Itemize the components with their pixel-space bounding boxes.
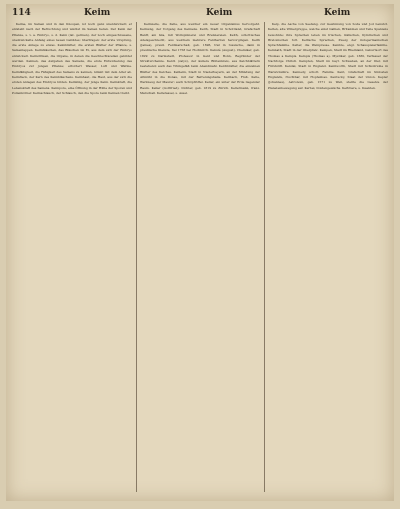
column-divider <box>136 22 137 492</box>
column-text: Keimzelle, die Zelle, aus welcher ein neuer Organismus hervorgeht. Keimung, der Vorgang des Keimens. Keith, Stadt in Schottland, Grafschaft Banff, am Isla, mit Wollspinnerei und Brennereien. Keith, schottisches Adelsgeschlecht, aus welchem mehrere Feldherren hervorgingen. Keith (James), preuß. Feldmarschall, geb. 1696, trat in russische, dann in preußische Dienste, fiel 1758 bei Hochkirch. Kekulé (August), Chemiker, geb. 1829 zu Darmstadt, Professor in Gent und Bonn, Begründer der Strukturchemie. Kelch (calyx), der äußere Blütenkreis, aus Kelchblättern bestehend; auch das Trinkgefäß beim Abendmahl. Kelchblätter, die einzelnen Blätter des Kelches. Kelheim, Stadt in Niederbayern, an der Mündung der Altmühl in die Donau, mit der Befreiungshalle. Kellbach, Fluß. Kelle, Werkzeug der Maurer; auch Schöpflöffel. Keller, ein unter der Erde liegender Raum. Keller (Gottfried), Dichter, geb. 1819 zu Zürich. Kellermann, franz. Marschall. Kellerassel, s. Assel. <box>140 22 260 95</box>
text-column-middle <box>140 22 260 492</box>
running-headword-center: Keim <box>206 8 233 18</box>
running-headword-left: Keim <box>84 8 111 18</box>
column-divider <box>264 22 265 492</box>
dictionary-page <box>6 4 394 501</box>
page-number: 114 <box>12 8 31 18</box>
text-column-right <box>268 22 388 492</box>
column-text: Keime, im Samen und in den Knospen, ist noch ganz unentwickelt; er entsteht nach der Befruchtung und wächst im Samen heran. Der Keim der Pflanze, s. v. a. Embryo, s. d. Keim (lat. germen), der noch eingeschlossene, unentwickelte Anfang eines neuen Gebildes; übertragen: der erste Ursprung, die erste Anlage zu etwas. Keimblätter, die ersten Blätter der Pflanze, s. Samenlappen. Keimbläschen, das Bläschen im Ei, aus dem sich der Embryo entwickelt. Keimdrüsen, die Organe, in denen die Geschlechtszellen gebildet werden. Keimen, das Aufgehen des Samens, die erste Entwickelung des Embryos zur jungen Pflanze; erfordert Wasser, Luft und Wärme. Keimfähigkeit, die Fähigkeit des Samens zu keimen, nimmt mit dem Alter ab. Keimfleck, der Kern des Keimbläschens. Keimhaut, die Haut, aus der sich die ersten Anlagen des Embryos bilden. Keimling, der junge Keim. Keimkraft, die Lebenskraft des Samens. Keimpore, eine Öffnung in der Hülle der Sporen und Pollenkörner. Keimschlauch, der Schlauch, den die Spore beim Keimen treibt. <box>12 22 132 95</box>
column-text: Kelp, die Asche von Seetang, zur Gewinnung von Soda und Jod benutzt. Kelten, alte Völkergruppe, welche einst Gallien, Britannien und Teile Spaniens bewohnte; ihre Sprachen leben im Irischen, Gälischen, Kymrischen und Bretonischen fort. Keltische Sprachen, Zweig der indogermanischen Sprachfamilie. Kelter, die Weinpresse. Kemble, engl. Schauspielerfamilie. Kemnath, Stadt in der Oberpfalz. Kempen, Stadt im Rheinland, Geburtsort des Thomas a Kempis. Kempis (Thomas a), Mystiker, geb. 1380, Verfasser der Nachfolge Christi. Kempten, Stadt im bayr. Schwaben, an der Iller, mit Fürststift. Kendal, Stadt in England. Kenilworth, Stadt mit Schloßruine in Warwickshire. Kennedy, schott. Familie. Kent, Grafschaft im Südosten Englands, fruchtbar, mit Hopfenbau. Kentucky, Staat der Union. Kepler (Johannes), Astronom, geb. 1571 zu Weil, stellte die Gesetze der Planetenbewegung auf. Kerbel, Doldengewächs. Kerbtiere, s. Insekten. <box>268 22 388 90</box>
page-header <box>6 8 394 20</box>
running-headword-right: Keim <box>324 8 351 18</box>
text-column-left <box>12 22 132 492</box>
